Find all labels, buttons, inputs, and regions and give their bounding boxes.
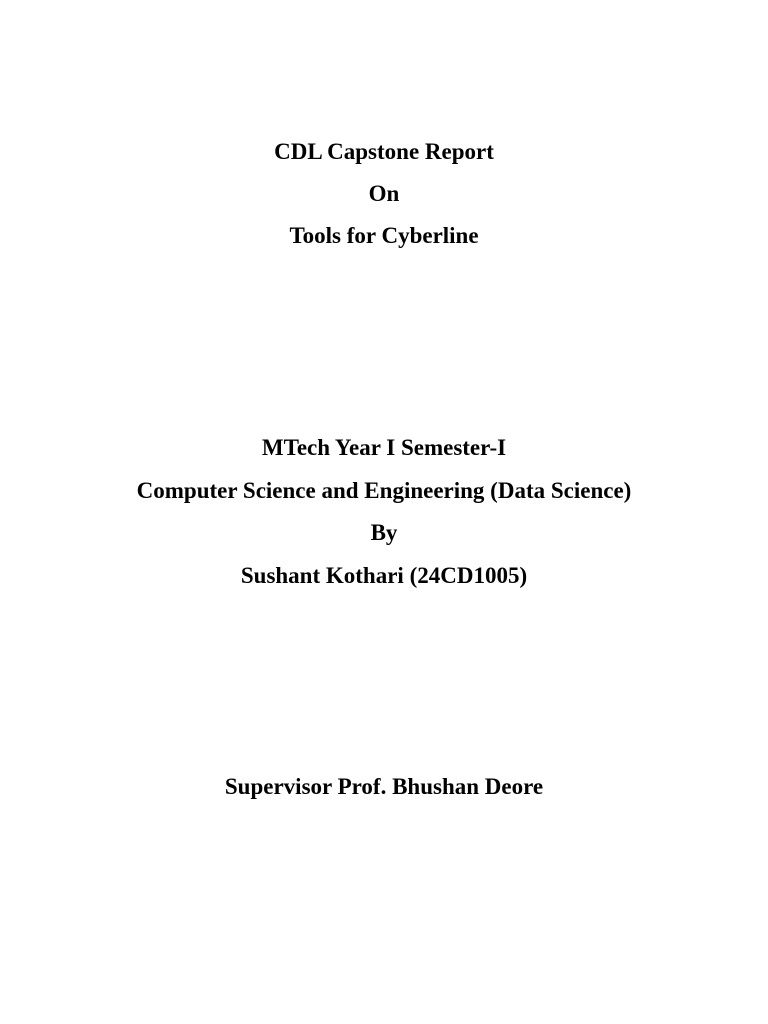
author-line: Sushant Kothari (24CD1005) — [240, 563, 528, 588]
report-title-on: On — [368, 181, 400, 206]
supervisor-line: Supervisor Prof. Bhushan Deore — [224, 774, 544, 799]
department-line: Computer Science and Engineering (Data Science) — [136, 478, 632, 503]
report-topic: Tools for Cyberline — [289, 223, 479, 248]
report-title: CDL Capstone Report — [274, 139, 494, 164]
program-line: MTech Year I Semester-I — [261, 435, 507, 460]
by-line: By — [370, 520, 398, 545]
